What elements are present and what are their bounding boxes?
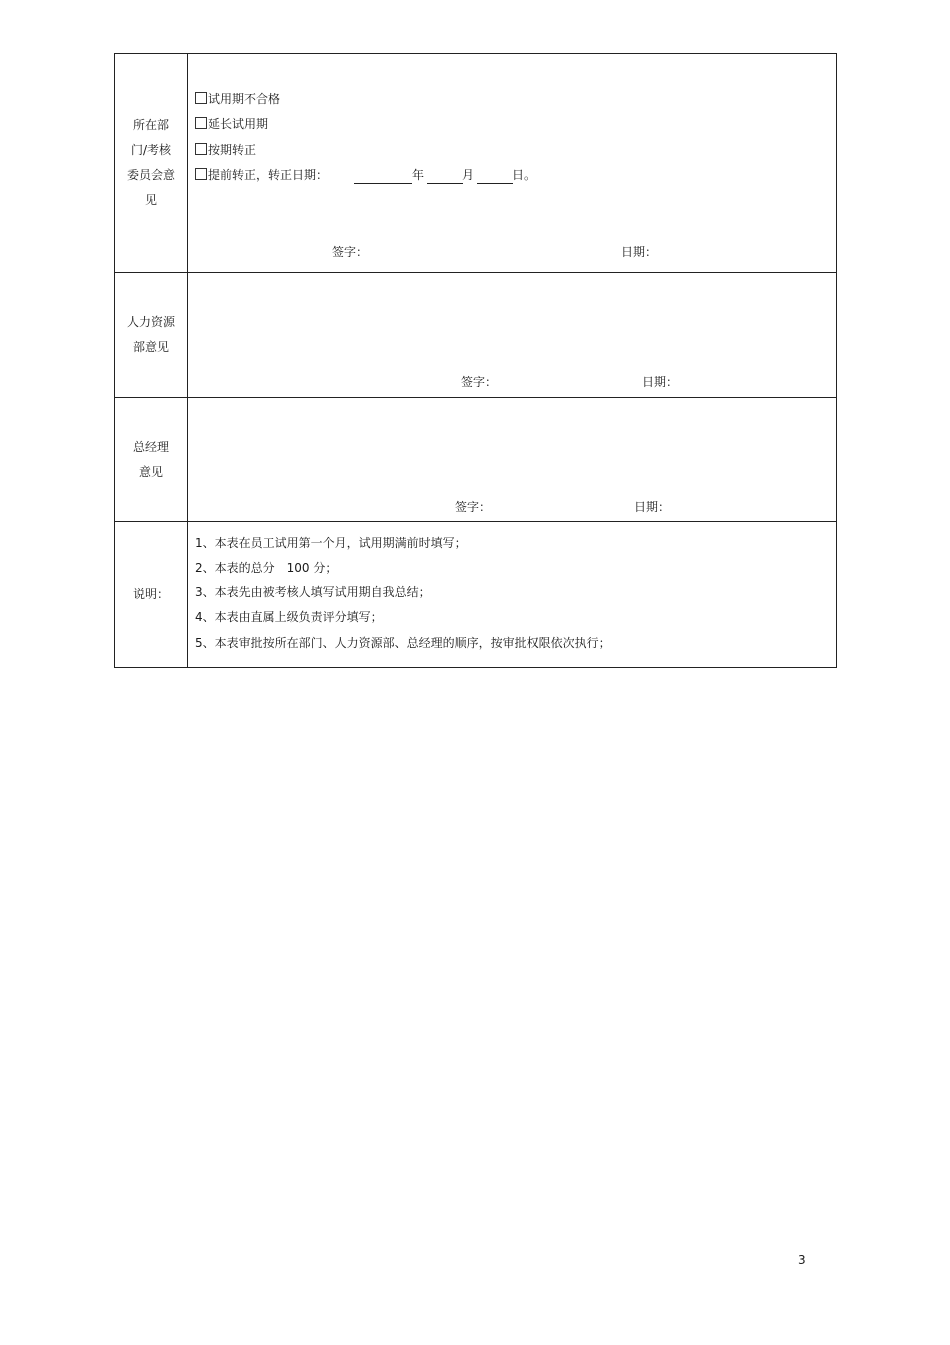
year-unit: 年	[412, 168, 425, 182]
page-number: 3	[798, 1253, 806, 1267]
option-extend-label: 延长试用期	[208, 117, 269, 131]
note-item-5: 5、本表审批按所在部门、人力资源部、总经理的顺序，按审批权限依次执行；	[195, 636, 611, 650]
option-early[interactable]	[195, 167, 328, 183]
approval-form-table	[114, 53, 837, 668]
dept-opinion-label: 所在部门/考核委员会意见	[126, 118, 175, 207]
hr-sign-label: 签字：	[461, 375, 498, 389]
year-blank[interactable]	[354, 172, 412, 184]
hr-opinion-row	[115, 273, 837, 398]
day-blank[interactable]	[477, 172, 513, 184]
gm-sign-label: 签字：	[455, 500, 492, 514]
notes-label: 说明：	[132, 587, 169, 601]
option-on-time-label: 按期转正	[208, 143, 257, 157]
dept-opinion-label-cell	[115, 54, 188, 273]
option-on-time[interactable]	[195, 142, 256, 158]
day-unit: 日。	[512, 168, 537, 182]
checkbox-icon[interactable]	[195, 117, 207, 129]
checkbox-icon[interactable]	[195, 92, 207, 104]
gm-opinion-label: 总经理意见	[132, 439, 169, 479]
checkbox-icon[interactable]	[195, 143, 207, 155]
dept-opinion-content	[188, 54, 837, 273]
gm-opinion-label-cell	[115, 398, 188, 522]
note-item-2: 2、本表的总分 100 分；	[195, 561, 338, 575]
option-fail-label: 试用期不合格	[208, 92, 281, 106]
note-item-3: 3、本表先由被考核人填写试用期自我总结；	[195, 585, 431, 599]
hr-opinion-label: 人力资源部意见	[126, 315, 175, 354]
gm-opinion-content[interactable]	[188, 398, 837, 522]
hr-opinion-label-cell	[115, 273, 188, 398]
notes-label-cell	[115, 522, 188, 668]
hr-date-label: 日期：	[642, 375, 679, 389]
checkbox-icon[interactable]	[195, 168, 207, 180]
notes-content	[188, 522, 837, 668]
month-blank[interactable]	[427, 172, 463, 184]
month-unit: 月	[462, 168, 475, 182]
option-early-label: 提前转正，转正日期：	[208, 168, 329, 182]
notes-row	[115, 522, 837, 668]
note-item-4: 4、本表由直属上级负责评分填写；	[195, 610, 383, 624]
dept-sign-label: 签字：	[332, 245, 369, 259]
dept-opinion-row	[115, 54, 837, 273]
dept-date-label: 日期：	[621, 245, 658, 259]
hr-opinion-content[interactable]	[188, 273, 837, 398]
note-item-1: 1、本表在员工试用第一个月，试用期满前时填写；	[195, 536, 467, 550]
option-extend[interactable]	[195, 116, 268, 132]
option-fail[interactable]	[195, 91, 280, 107]
gm-date-label: 日期：	[634, 500, 671, 514]
gm-opinion-row	[115, 398, 837, 522]
